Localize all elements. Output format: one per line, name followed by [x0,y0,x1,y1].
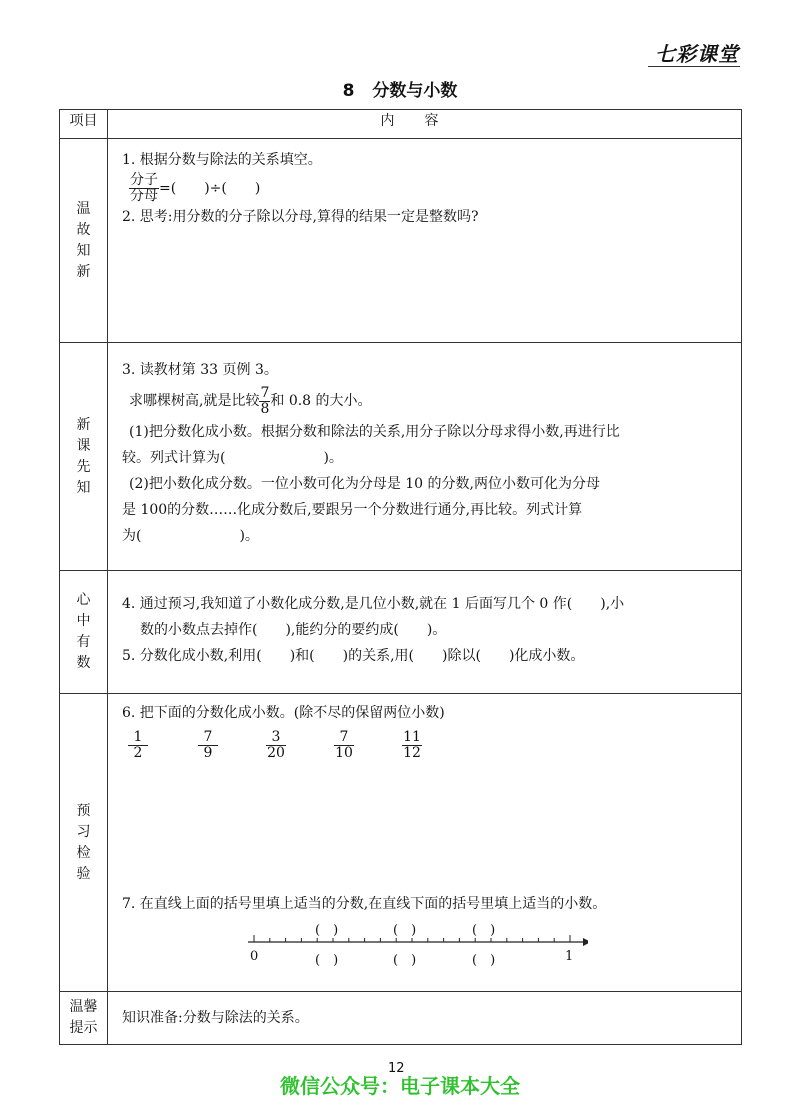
section-content-review [108,139,742,343]
number-line-axis [248,922,588,962]
section-label-review: 温 故 知 新 [60,139,108,343]
method-1-line-1: (1)把分数化成小数。根据分数和除法的关系,用分子除以分母求得小数,再进行比 [129,424,620,440]
logo-underline [648,66,740,67]
table-header [60,110,742,139]
lesson-table [59,109,742,1045]
question-4-line-2: 数的小数点去掉作( ),能约分的要约成( )。 [140,622,447,638]
section-check [60,694,742,992]
fraction-item: $\frac{11}{12}$ [403,729,421,761]
fraction-item: $\frac{7}{9}$ [198,730,218,761]
method-2-line-2: 是 100的分数……化成分数后,要跟另一个分数进行通分,再比较。列式计算 [122,502,583,518]
tip-text: 知识准备:分数与除法的关系。 [122,1010,309,1026]
fraction-item: $\frac{3}{20}$ [267,729,285,761]
number-line-zero: 0 [250,949,259,964]
question-1-formula [122,173,741,204]
lesson-number: 8 [342,81,355,101]
column-item-header: 项目 [60,110,108,139]
section-review [60,139,742,343]
question-3-compare: 求哪棵树高,就是比较 $\frac{7}{8}$ 和 0.8 的大小。 [129,384,372,417]
number-line-one: 1 [565,949,574,964]
section-label-preview: 新 课 先 知 [60,343,108,571]
bracket-top-3[interactable]: ( ) [472,923,496,938]
question-4-line-1: 4. 通过预习,我知道了小数化成分数,是几位小数,就在 1 后面写几个 0 作( ),小 [122,596,625,612]
section-content-preview [108,343,742,571]
section-label-knowledge: 心 中 有 数 [60,571,108,694]
lesson-title: 分数与小数 [372,81,458,101]
bracket-top-1[interactable]: ( ) [315,923,339,938]
question-7: 7. 在直线上面的括号里填上适当的分数,在直线下面的括号里填上适当的小数。 [122,896,607,912]
section-label-tip: 温馨 提示 [60,992,108,1045]
section-preview [60,343,742,571]
page-title [0,76,800,101]
section-content-check [108,694,742,992]
section-tip [60,992,742,1045]
section-knowledge [60,571,742,694]
bracket-top-2[interactable]: ( ) [393,923,417,938]
fraction-item: $\frac{1}{2}$ [128,730,148,761]
bracket-bottom-1[interactable]: ( ) [315,953,339,968]
method-1-line-2: 较。列式计算为( )。 [122,450,343,466]
section-content-tip [108,992,742,1045]
footer-watermark: 微信公众号：电子课本大全 [280,1074,520,1098]
question-3: 3. 读教材第 33 页例 3。 [122,362,278,378]
section-label-check: 预 习 检 验 [60,694,108,992]
method-2-line-1: (2)把小数化成分数。一位小数可化为分母是 10 的分数,两位小数可化为分母 [129,476,600,492]
page-number: 12 [388,1061,405,1076]
fraction-item: $\frac{7}{10}$ [335,729,353,761]
question-6: 6. 把下面的分数化成小数。(除不尽的保留两位小数) [122,705,445,721]
question-2: 2. 思考:用分数的分子除以分母,算得的结果一定是整数吗? [122,209,479,225]
question-1: 1. 根据分数与除法的关系填空。 [122,152,322,168]
method-2-line-3: 为( )。 [122,528,259,544]
fraction-seven-eighths: $\frac{7}{8}$ [260,384,270,417]
logo: 七彩课堂 [655,42,739,66]
section-content-knowledge [108,571,742,694]
question-5: 5. 分数化成小数,利用( )和( )的关系,用( )除以( )化成小数。 [122,648,585,664]
column-content-header: 内容 [108,110,742,139]
fraction-list [122,730,741,761]
fraction-numerator-denominator: $\frac{\text{分子}}{\text{分母}}$ [130,172,158,204]
question-1-blanks: =( )÷( ) [159,180,261,197]
bracket-bottom-2[interactable]: ( ) [393,953,417,968]
bracket-bottom-3[interactable]: ( ) [472,953,496,968]
